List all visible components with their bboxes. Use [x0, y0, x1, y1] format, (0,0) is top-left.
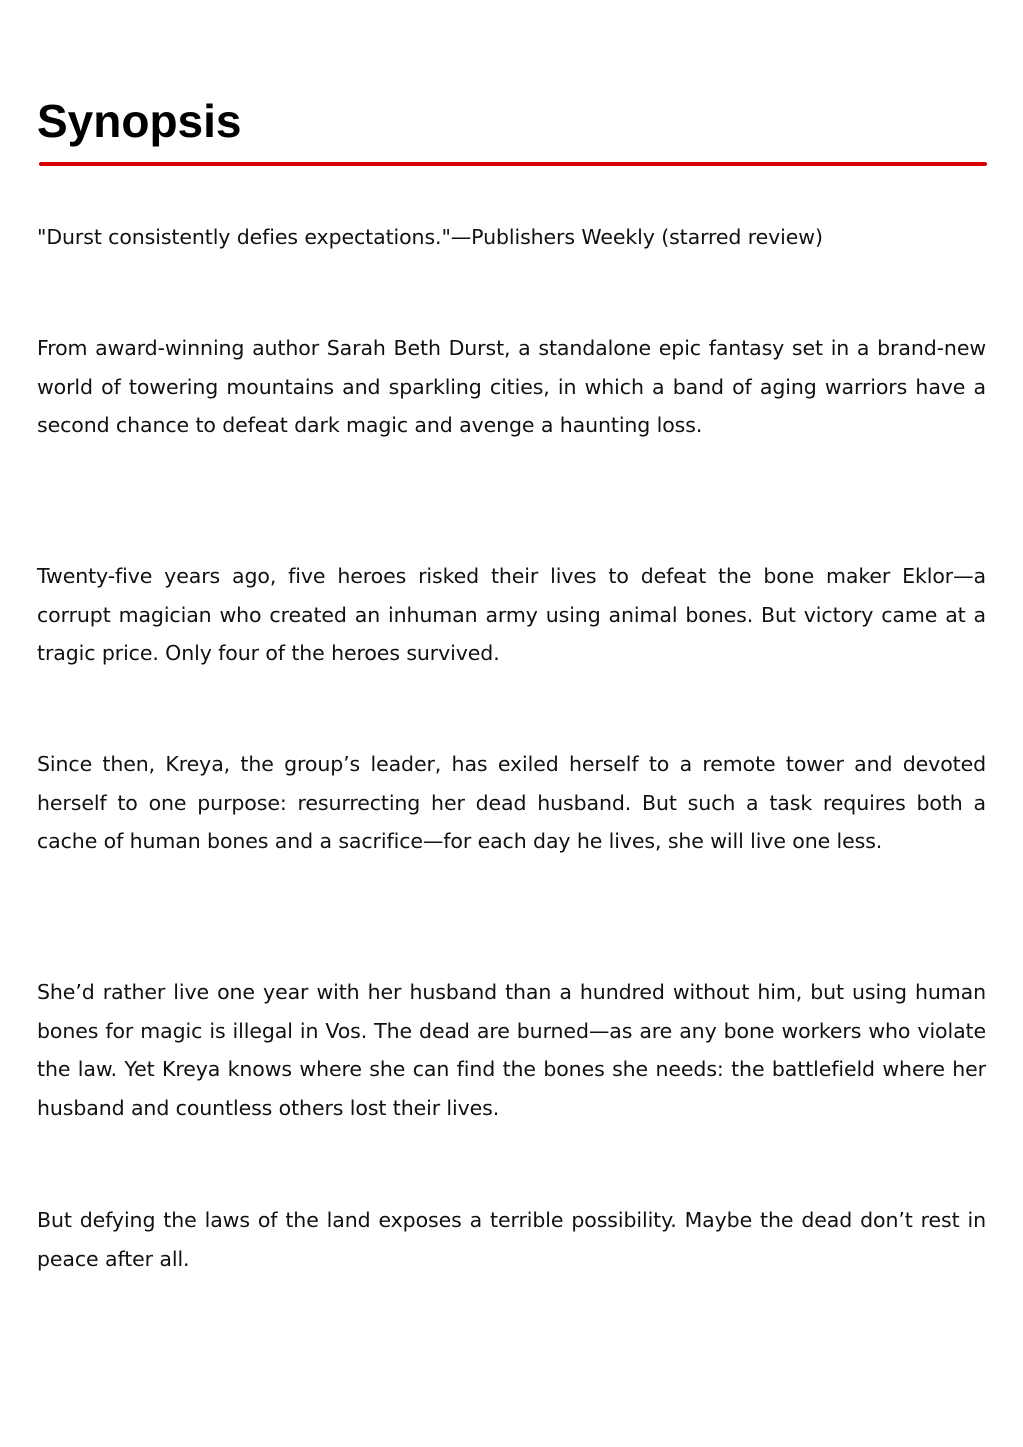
synopsis-paragraph-kreya: Since then, Kreya, the group’s leader, has exiled herself to a remote tower and devoted herself to one purpose: resurrecting her dead husband. But such a task requires both a cache of human bones and a sacrifice—for each day he lives, she will live one less.	[37, 752, 986, 854]
synopsis-paragraph-bones: She’d rather live one year with her husband than a hundred without him, but using human bones for magic is illegal in Vos. The dead are burned—as are any bone workers who violate the law. Yet Kreya knows where she can find the bones she needs: the battlefield where her husband and countless others lost their lives.	[37, 980, 986, 1120]
title-divider	[39, 162, 987, 166]
page-title: Synopsis	[37, 95, 242, 147]
synopsis-paragraph-backstory: Twenty-five years ago, five heroes risked their lives to defeat the bone maker Eklor—a corrupt magician who created an inhuman army using animal bones. But victory came at a tragic price. Only four of the heroes survived.	[37, 564, 986, 666]
synopsis-paragraph-intro: From award-winning author Sarah Beth Durst, a standalone epic fantasy set in a brand-new world of towering mountains and sparkling cities, in which a band of aging warriors have a second chance to defeat dark magic and avenge a haunting loss.	[37, 336, 986, 438]
review-quote: "Durst consistently defies expectations."—Publishers Weekly (starred review)	[37, 225, 823, 249]
synopsis-paragraph-closing: But defying the laws of the land exposes a terrible possibility. Maybe the dead don’t rest in peace after all.	[37, 1208, 986, 1271]
